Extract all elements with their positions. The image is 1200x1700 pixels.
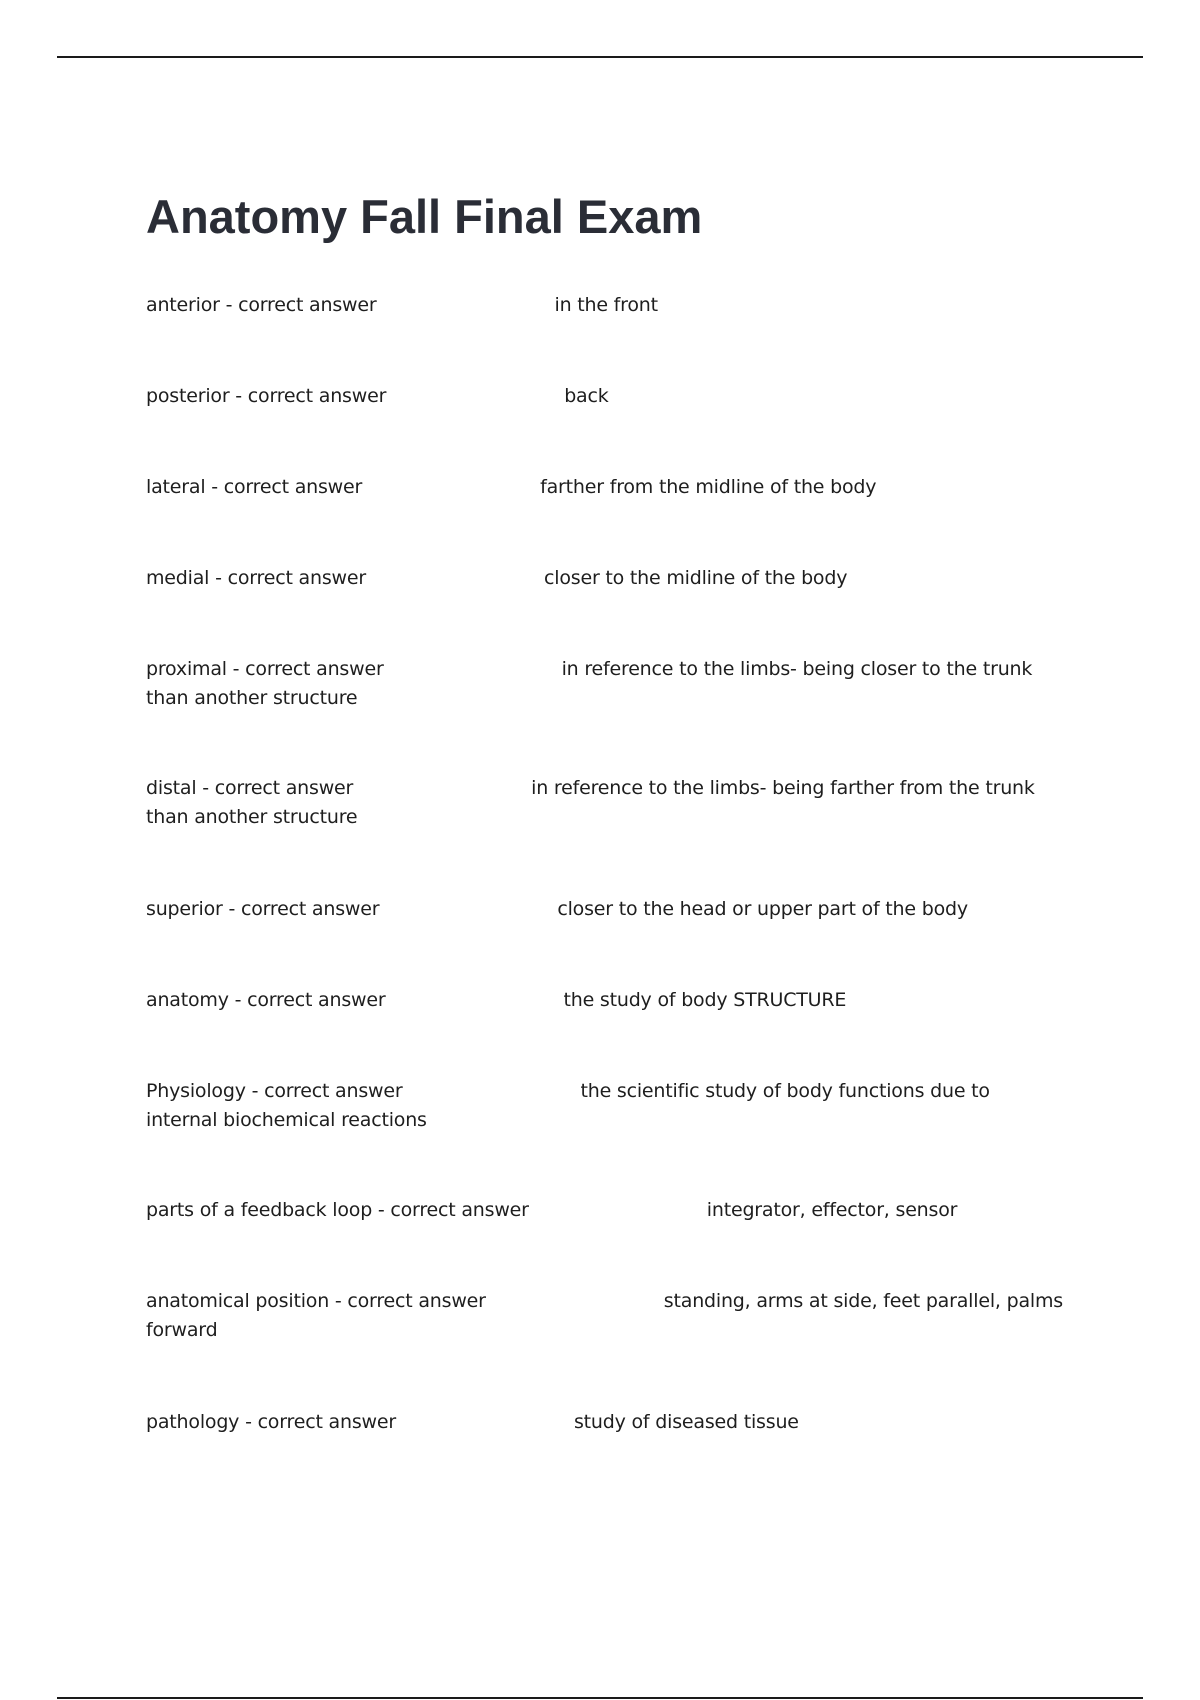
page-title: Anatomy Fall Final Exam: [146, 190, 703, 243]
top-rule: [57, 56, 1143, 58]
card-term: medial - correct answer: [146, 567, 366, 589]
flashcard-feedback-loop: [146, 1196, 1066, 1225]
flashcard-pathology: [146, 1408, 1066, 1437]
card-definition: in reference to the limbs- being farther from the trunk than another structure: [146, 777, 1035, 828]
card-term: distal - correct answer: [146, 777, 354, 799]
card-definition: integrator, effector, sensor: [706, 1199, 958, 1221]
card-definition: closer to the midline of the body: [544, 567, 848, 589]
card-definition: standing, arms at side, feet parallel, palms forward: [146, 1290, 1063, 1341]
card-definition: in the front: [554, 294, 658, 316]
flashcard-superior: [146, 895, 1066, 924]
card-definition: the study of body STRUCTURE: [563, 989, 847, 1011]
flashcard-posterior: [146, 382, 1066, 411]
flashcard-anatomical-position: [146, 1287, 1066, 1345]
flashcard-distal: [146, 774, 1066, 832]
card-definition: farther from the midline of the body: [540, 476, 877, 498]
card-term: anatomical position - correct answer: [146, 1290, 486, 1312]
card-term: posterior - correct answer: [146, 385, 387, 407]
flashcard-anatomy: [146, 986, 1066, 1015]
card-definition: study of diseased tissue: [573, 1411, 799, 1433]
card-term: anatomy - correct answer: [146, 989, 386, 1011]
card-term: superior - correct answer: [146, 898, 380, 920]
card-term: proximal - correct answer: [146, 658, 384, 680]
flashcard-proximal: [146, 655, 1066, 713]
card-definition: the scientific study of body functions due to internal biochemical reactions: [146, 1080, 990, 1131]
card-term: Physiology - correct answer: [146, 1080, 403, 1102]
card-definition: closer to the head or upper part of the body: [557, 898, 968, 920]
card-term: anterior - correct answer: [146, 294, 377, 316]
flashcard-physiology: [146, 1077, 1066, 1135]
card-term: parts of a feedback loop - correct answer: [146, 1199, 529, 1221]
bottom-rule: [57, 1697, 1143, 1699]
card-definition: back: [564, 385, 609, 407]
flashcard-anterior: [146, 291, 1066, 320]
card-definition: in reference to the limbs- being closer to the trunk than another structure: [146, 658, 1033, 709]
card-term: lateral - correct answer: [146, 476, 363, 498]
flashcard-medial: [146, 564, 1066, 593]
flashcard-lateral: [146, 473, 1066, 502]
card-term: pathology - correct answer: [146, 1411, 396, 1433]
